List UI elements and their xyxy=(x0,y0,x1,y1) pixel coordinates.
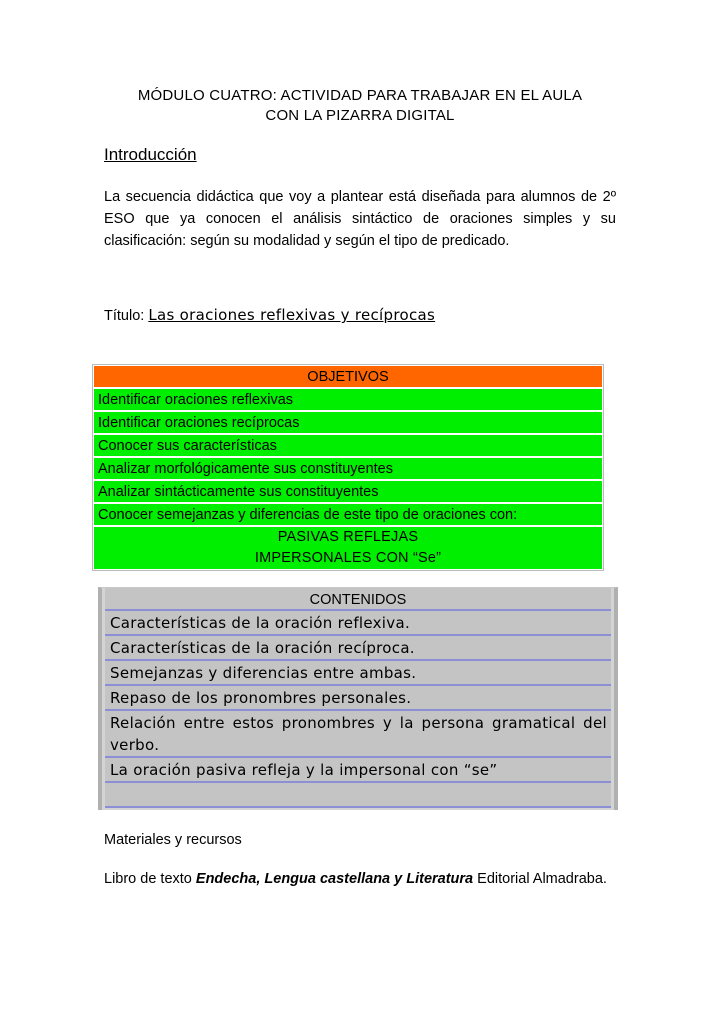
title-line-2: CON LA PIZARRA DIGITAL xyxy=(265,107,455,124)
contenidos-row: Relación entre estos pronombres y la persona gramatical del verbo. xyxy=(105,711,611,758)
objetivos-row: Identificar oraciones recíprocas xyxy=(94,412,602,435)
contenidos-header: CONTENIDOS xyxy=(105,588,611,611)
contenidos-table xyxy=(98,587,618,810)
titulo-label: Título: xyxy=(104,308,145,324)
objetivos-row: Identificar oraciones reflexivas xyxy=(94,389,602,412)
objetivos-type-pasivas: PASIVAS REFLEJAS xyxy=(277,529,419,545)
objetivos-table xyxy=(92,364,604,571)
intro-heading: Introducción xyxy=(104,145,197,164)
objetivos-row: Analizar sintácticamente sus constituyentes xyxy=(94,481,602,504)
objetivos-row: Conocer sus características xyxy=(94,435,602,458)
title-line-1: MÓDULO CUATRO: ACTIVIDAD PARA TRABAJAR EN EL AULA xyxy=(137,87,583,104)
libro-prefix: Libro de texto xyxy=(104,871,192,887)
objetivos-row: Analizar morfológicamente sus constituyentes xyxy=(94,458,602,481)
contenidos-row: Características de la oración reflexiva. xyxy=(105,611,611,636)
objetivos-row-types xyxy=(94,527,602,569)
objetivos-header: OBJETIVOS xyxy=(94,366,602,389)
intro-paragraph: La secuencia didáctica que voy a plantear está diseñada para alumnos de 2º ESO que ya conocen el análisis sintáctico de oraciones simples y su clasificación: según su modalidad y según el tipo de predicado. xyxy=(104,189,616,249)
titulo-line xyxy=(104,306,435,324)
document-title xyxy=(104,86,616,126)
contenidos-row: Características de la oración recíproca. xyxy=(105,636,611,661)
materiales-heading: Materiales y recursos xyxy=(104,832,242,848)
objetivos-row: Conocer semejanzas y diferencias de este tipo de oraciones con: xyxy=(94,504,602,527)
contenidos-row: Repaso de los pronombres personales. xyxy=(105,686,611,711)
libro-paragraph xyxy=(104,868,616,890)
contenidos-empty-row xyxy=(105,783,611,808)
libro-suffix: Editorial Almadraba. xyxy=(477,871,607,887)
titulo-value: Las oraciones reflexivas y recíprocas xyxy=(148,306,436,324)
libro-title: Endecha, Lengua castellana y Literatura xyxy=(195,871,474,887)
contenidos-row: La oración pasiva refleja y la impersonal con “se” xyxy=(105,758,611,783)
objetivos-type-impersonales: IMPERSONALES CON “Se” xyxy=(254,550,442,566)
contenidos-row: Semejanzas y diferencias entre ambas. xyxy=(105,661,611,686)
